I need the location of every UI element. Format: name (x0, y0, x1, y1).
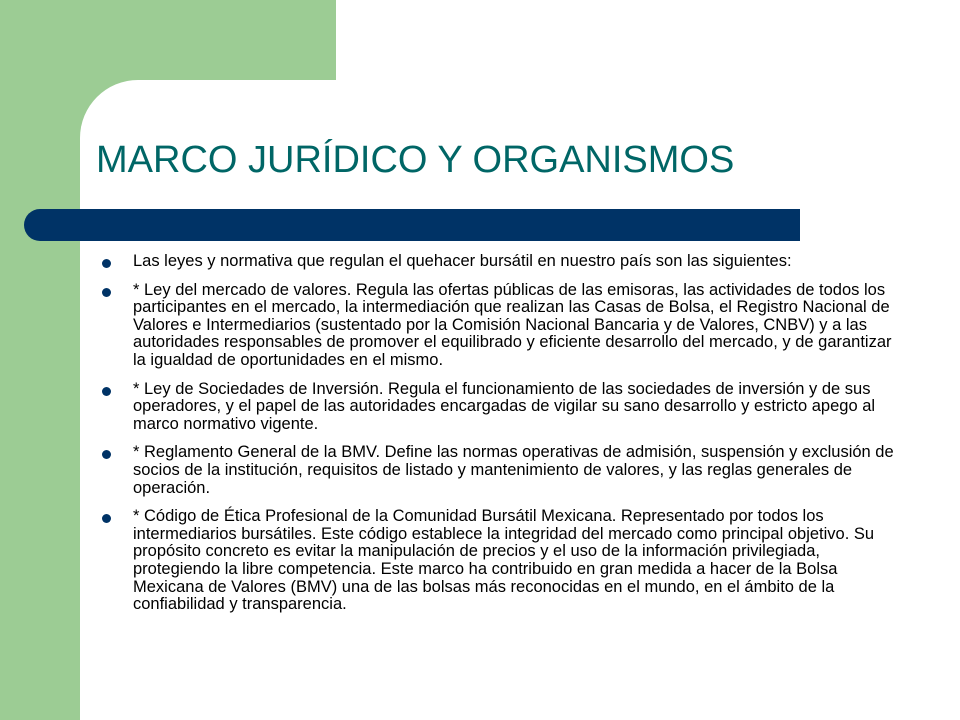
bullet-text: * Código de Ética Profesional de la Comunidad Bursátil Mexicana. Representado por todos los intermediarios bursátiles. Este código establece la integridad del mercado como principal objetivo. Su propósito concreto es evitar la manipulación de precios y el uso de la información privilegiada, protegiendo la libre competencia. Este marco ha contribuido en gran medida a hacer de la Bolsa Mexicana de Valores (BMV) una de las bolsas más reconocidas en el mundo, en el ámbito de la confiabilidad y transparencia. (133, 507, 875, 614)
bullet-dot-icon (102, 450, 111, 459)
bullet-item (96, 508, 896, 614)
bullet-dot-icon (102, 514, 111, 523)
slide-title: MARCO JURÍDICO Y ORGANISMOS (96, 139, 735, 181)
bullet-text: * Ley de Sociedades de Inversión. Regula el funcionamiento de las sociedades de inversión y de sus operadores, y el papel de las autoridades encargadas de vigilar su sano desarrollo y estricto apego al marco normativo vigente. (133, 379, 876, 433)
bullet-text: * Ley del mercado de valores. Regula las ofertas públicas de las emisoras, las actividades de todos los participantes en el mercado, la intermediación que realizan las Casas de Bolsa, el Registro Nacional de Valores e Intermediarios (sustentado por la Comisión Nacional Bancaria y de Valores, CNBV) y a las autoridades responsables de promover el equilibrado y eficiente desarrollo del mercado, y de garantizar la igualdad de oportunidades en el mismo. (133, 280, 892, 369)
bullet-text: * Reglamento General de la BMV. Define las normas operativas de admisión, suspensión y exclusión de socios de la institución, requisitos de listado y mantenimiento de valores, y las reglas generales de operación. (133, 443, 894, 497)
bullet-dot-icon (102, 288, 111, 297)
bullet-item (96, 253, 896, 271)
bullet-list (96, 253, 896, 625)
bullet-dot-icon (102, 259, 111, 268)
bullet-text: Las leyes y normativa que regulan el quehacer bursátil en nuestro país son las siguientes: (133, 252, 792, 270)
bullet-item (96, 381, 896, 434)
title-underline-bar (24, 209, 800, 241)
bullet-dot-icon (102, 387, 111, 396)
bullet-item (96, 282, 896, 370)
bullet-item (96, 444, 896, 497)
